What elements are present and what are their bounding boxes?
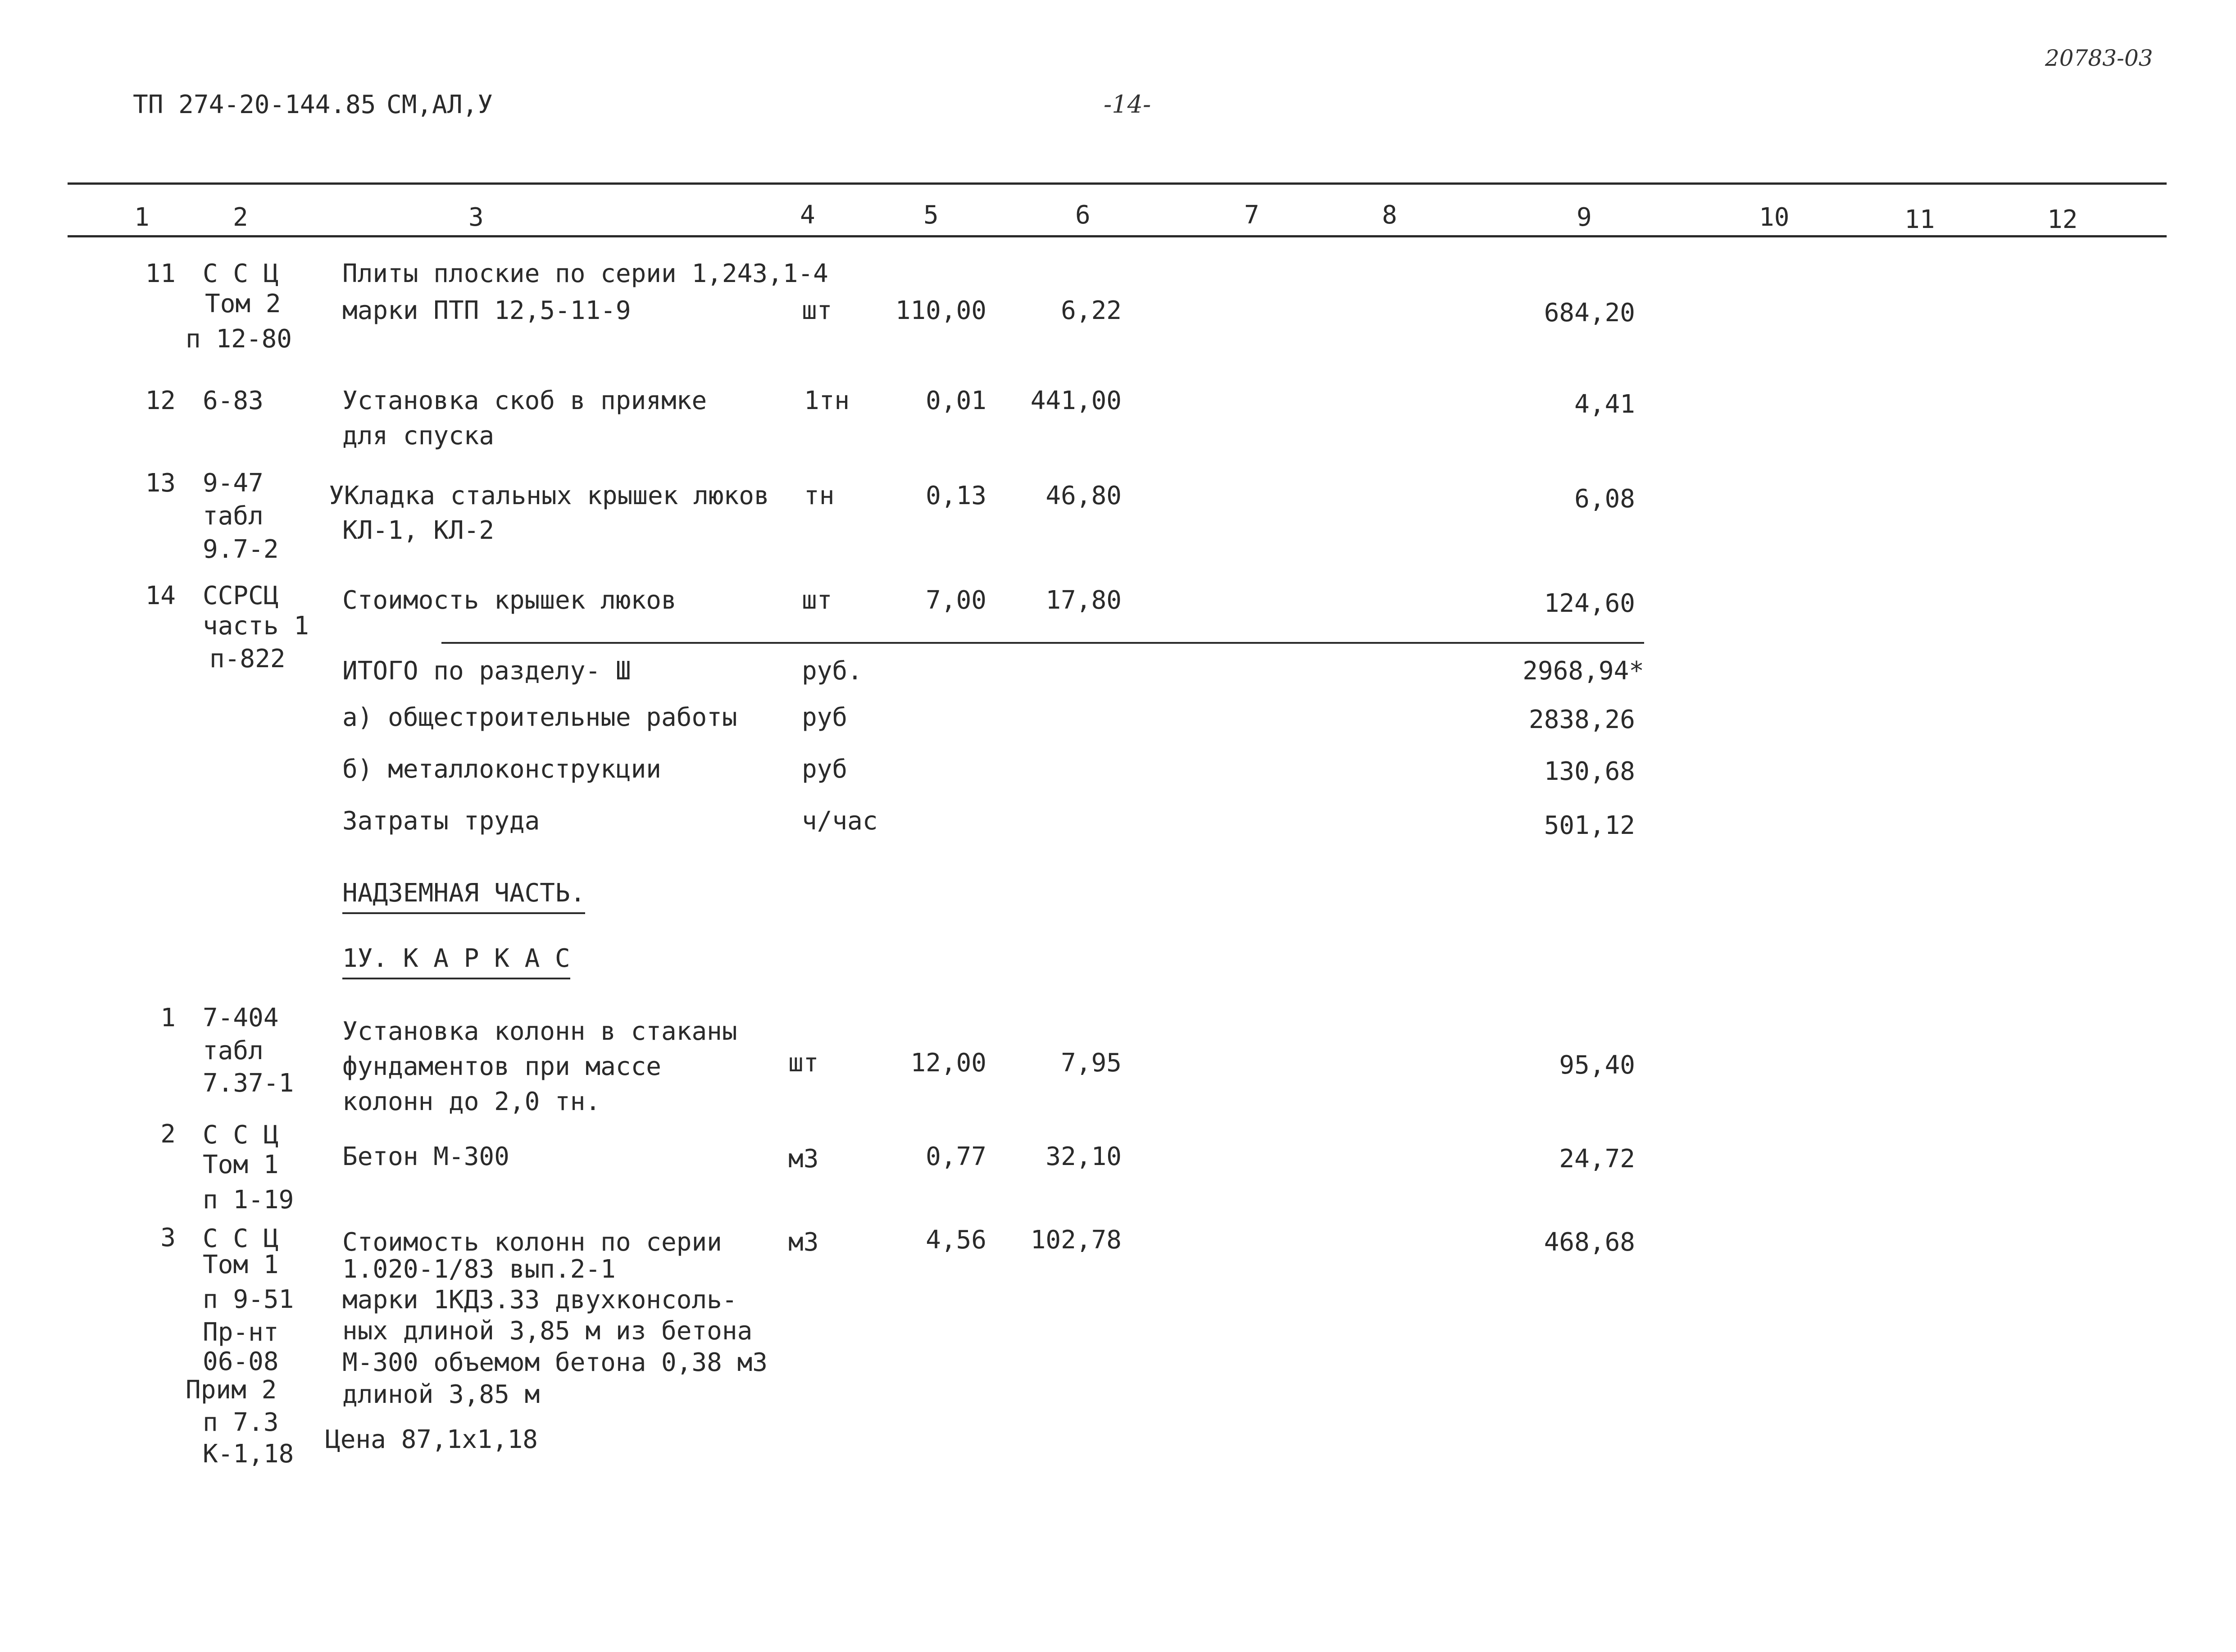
unit: м3 [788,1228,819,1257]
total-cost: 6,08 [1574,484,1635,514]
reference-line: С С Ц [203,1120,279,1150]
quantity: 0,01 [926,386,986,415]
unit-price: 6,22 [1061,296,1122,325]
summary-total: 130,68 [1544,757,1635,786]
row-number: 12 [145,386,176,415]
price-calculation: Цена 87,1х1,18 [325,1425,538,1454]
row-number: 3 [160,1223,176,1252]
reference-line: п 1-19 [203,1185,294,1215]
description-line: марки 1КД3.33 двухконсоль- [342,1285,737,1315]
section-heading-above-ground: НАДЗЕМНАЯ ЧАСТЬ. [342,881,585,914]
reference-line: Пр-нт [203,1318,279,1347]
document-code: ТП 274-20-144.85 [133,90,376,119]
unit-price: 7,95 [1061,1048,1122,1078]
description-line: марки ПТП 12,5-11-9 [342,296,631,325]
column-number: 8 [1382,200,1397,230]
reference-line: 9-47 [203,469,264,498]
unit: шт [788,1048,819,1078]
reference-line: п 12-80 [186,324,292,354]
reference-line: Том 1 [203,1150,279,1179]
description-line: М-300 объемом бетона 0,38 м3 [342,1348,768,1377]
quantity: 4,56 [926,1225,986,1255]
column-number: 4 [800,200,815,230]
reference-line: п 7.3 [203,1408,279,1437]
total-cost: 4,41 [1574,390,1635,419]
column-number: 12 [2047,205,2078,234]
table-top-rule [68,182,2167,185]
summary-label: ИТОГО по разделу- Ш [342,656,631,686]
unit: тн [804,481,835,510]
reference-line: п-822 [209,644,286,674]
description-line: Установка скоб в приямке [342,386,707,415]
summary-total: 2968,94* [1522,656,1644,686]
unit-price: 46,80 [1045,481,1122,510]
total-cost: 684,20 [1544,298,1635,328]
reference-line: ССРСЦ [203,581,279,610]
unit-price: 17,80 [1045,586,1122,615]
quantity: 110,00 [895,296,986,325]
document-code-suffix: СМ,АЛ,У [386,90,493,119]
reference-line: С С Ц [203,1224,279,1253]
unit-price: 102,78 [1030,1225,1122,1255]
summary-total: 2838,26 [1528,705,1635,734]
subtotal-rule [441,642,1644,644]
summary-label: б) металлоконструкции [342,755,662,784]
summary-unit: ч/час [802,806,878,836]
description-line: Плиты плоские по серии 1,243,1-4 [342,259,828,288]
description-line: колонн до 2,0 тн. [342,1087,601,1116]
total-cost: 95,40 [1559,1051,1635,1080]
description-line: Установка колонн в стаканы [342,1017,737,1046]
summary-label: Затраты труда [342,806,540,836]
reference-line: табл [203,501,264,531]
reference-line: часть 1 [203,611,309,641]
reference-line: С С Ц [203,259,279,288]
reference-line: К-1,18 [203,1439,294,1469]
column-number: 2 [233,203,248,232]
summary-unit: руб. [802,656,863,686]
column-number: 7 [1244,200,1259,230]
quantity: 7,00 [926,586,986,615]
description-line: ных длиной 3,85 м из бетона [342,1316,753,1346]
unit: шт [802,296,832,325]
unit: 1тн [804,386,850,415]
column-number: 3 [468,203,484,232]
unit: м3 [788,1144,819,1174]
column-number: 10 [1759,203,1790,232]
description-line: Стоимость колонн по серии [342,1228,722,1257]
row-number: 1 [160,1003,176,1033]
reference-line: табл [203,1036,264,1065]
reference-line: 6-83 [203,386,264,415]
reference-line: 7-404 [203,1003,279,1033]
description-line: длиной 3,85 м [342,1380,540,1409]
reference-line: 06-08 [203,1347,279,1376]
quantity: 12,00 [910,1048,986,1078]
summary-unit: руб [802,703,848,732]
unit-price: 32,10 [1045,1142,1122,1171]
column-number: 9 [1577,203,1592,232]
reference-line: п 9-51 [203,1285,294,1314]
total-cost: 24,72 [1559,1144,1635,1174]
archive-number: 20783-03 [2045,45,2153,71]
description-line: Бетон М-300 [342,1142,509,1171]
description-line: 1.020-1/83 вып.2-1 [342,1255,616,1284]
column-number: 6 [1075,200,1091,230]
row-number: 11 [145,259,176,288]
description-line: УКладка стальных крышек люков [329,481,769,510]
description-line: для спуска [342,421,495,451]
quantity: 0,13 [926,481,986,510]
summary-total: 501,12 [1544,811,1635,840]
reference-line: 9.7-2 [203,535,279,564]
row-number: 14 [145,581,176,610]
section-heading-frame: 1У. К А Р К А С [342,946,570,979]
column-number: 11 [1904,205,1935,234]
page-number: -14- [1104,90,1151,118]
reference-line: Прим 2 [186,1375,277,1405]
reference-line: Том 1 [203,1250,279,1279]
unit-price: 441,00 [1030,386,1122,415]
total-cost: 468,68 [1544,1228,1635,1257]
summary-label: а) общестроительные работы [342,703,737,732]
reference-line: 7.37-1 [203,1069,294,1098]
column-number: 1 [134,203,150,232]
total-cost: 124,60 [1544,589,1635,618]
column-number: 5 [923,200,939,230]
reference-line: Том 2 [205,289,281,319]
unit: шт [802,586,832,615]
row-number: 2 [160,1120,176,1149]
quantity: 0,77 [926,1142,986,1171]
row-number: 13 [145,469,176,498]
table-header-rule [68,235,2167,237]
description-line: Стоимость крышек люков [342,586,677,615]
description-line: КЛ-1, КЛ-2 [342,516,495,545]
summary-unit: руб [802,755,848,784]
description-line: фундаментов при массе [342,1052,662,1081]
